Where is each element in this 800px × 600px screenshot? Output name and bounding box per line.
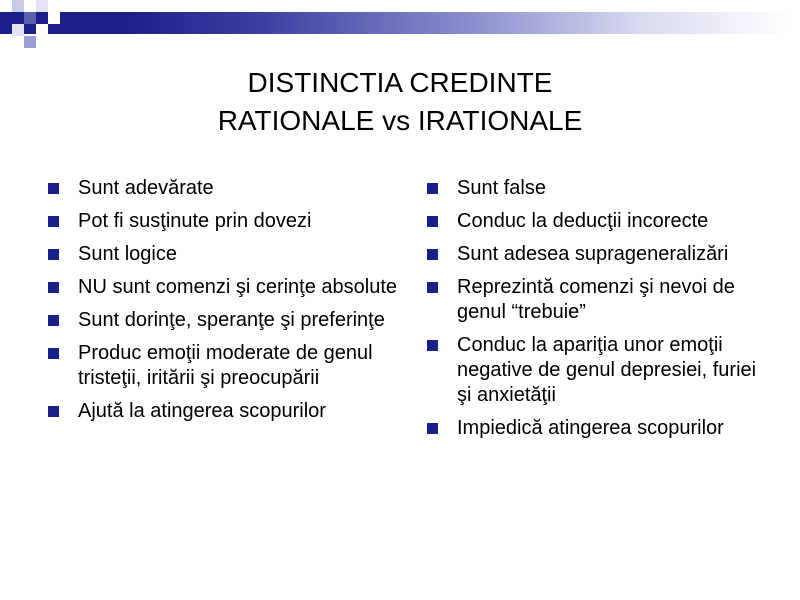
list-item-label: Sunt false (457, 177, 546, 199)
square-bullet-icon (48, 183, 59, 194)
list-item (427, 333, 772, 408)
list-item (48, 209, 398, 234)
irrational-beliefs-list (427, 176, 772, 449)
list-item (427, 416, 772, 441)
slide-title (0, 64, 800, 140)
square-bullet-icon (48, 315, 59, 326)
decorative-square-icon (24, 36, 36, 48)
list-item-label: Impiedică atingerea scopurilor (457, 417, 724, 439)
list-item (48, 341, 398, 391)
list-item (427, 275, 772, 325)
square-bullet-icon (48, 406, 59, 417)
list-item (48, 242, 398, 267)
decorative-square-icon (12, 0, 24, 12)
list-item-label: Sunt dorinţe, speranţe şi preferinţe (78, 309, 385, 331)
square-bullet-icon (427, 423, 438, 434)
decorative-square-icon (36, 0, 48, 12)
list-item-label: Conduc la apariţia unor emoţii negative de genul depresiei, furiei şi anxietăţii (457, 334, 757, 406)
list-item-label: Pot fi susţinute prin dovezi (78, 210, 312, 232)
decorative-square-icon (24, 12, 36, 24)
square-bullet-icon (427, 249, 438, 260)
square-bullet-icon (48, 249, 59, 260)
square-bullet-icon (427, 183, 438, 194)
list-item (427, 209, 772, 234)
list-item (48, 275, 398, 300)
square-bullet-icon (48, 348, 59, 359)
list-item-label: Sunt adesea suprageneralizări (457, 243, 729, 265)
list-item (48, 176, 398, 201)
square-bullet-icon (427, 340, 438, 351)
square-bullet-icon (48, 282, 59, 293)
decorative-square-icon (36, 24, 48, 36)
decorative-square-icon (48, 12, 60, 24)
list-item (427, 242, 772, 267)
rational-beliefs-list (48, 176, 398, 432)
list-item-label: Sunt adevărate (78, 177, 214, 199)
list-item-label: Sunt logice (78, 243, 177, 265)
square-bullet-icon (427, 282, 438, 293)
square-bullet-icon (427, 216, 438, 227)
list-item-label: Reprezintă comenzi şi nevoi de genul “trebuie” (457, 276, 735, 323)
decorative-square-icon (12, 24, 24, 36)
header-gradient-band (0, 12, 800, 34)
slide-title-line-1: DISTINCTIA CREDINTE (247, 67, 553, 98)
slide-title-line-2: RATIONALE vs IRATIONALE (217, 105, 583, 136)
list-item (48, 399, 398, 424)
list-item-label: Ajută la atingerea scopurilor (78, 400, 326, 422)
list-item (48, 308, 398, 333)
list-item-label: Conduc la deducţii incorecte (457, 210, 709, 232)
list-item (427, 176, 772, 201)
square-bullet-icon (48, 216, 59, 227)
list-item-label: Produc emoţii moderate de genul tristeţii, iritării şi preocupării (78, 342, 373, 389)
list-item-label: NU sunt comenzi şi cerinţe absolute (78, 276, 398, 298)
